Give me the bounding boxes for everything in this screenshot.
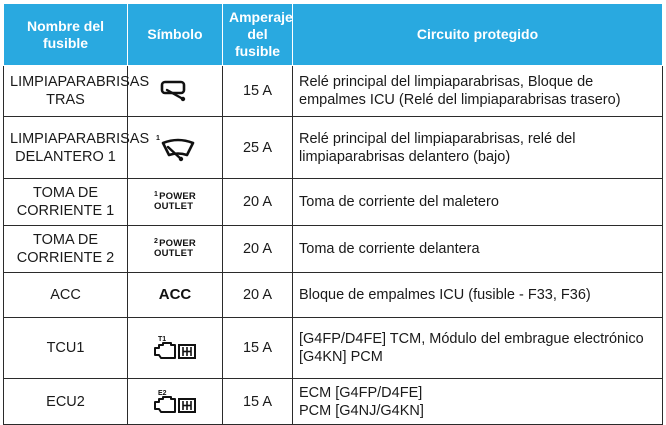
symbol-note: T1: [158, 336, 167, 343]
symbol-note: E2: [158, 389, 167, 397]
fuse-symbol: [128, 379, 223, 425]
fuse-amperage: 20 A: [223, 226, 293, 273]
circuit-line: PCM [G4NJ/G4KN]: [299, 402, 424, 419]
table-header-row: [4, 4, 663, 66]
header-fuse-name: Nombre del fusible: [4, 4, 128, 66]
fuse-name: ECU2: [4, 379, 128, 425]
fuse-name: TOMA DE CORRIENTE 1: [4, 179, 128, 226]
symbol-line2: OUTLET: [154, 248, 194, 259]
table-row: [4, 318, 663, 379]
fuse-name: TCU1: [4, 318, 128, 379]
symbol-note: 1: [156, 134, 160, 142]
table-row: [4, 66, 663, 117]
fuse-circuit: Relé principal del limpiaparabrisas, Bloque de empalmes ICU (Relé del limpiaparabrisas trasero): [293, 66, 663, 117]
table-row: [4, 179, 663, 226]
symbol-note: 1: [154, 191, 159, 198]
fuse-circuit: Relé principal del limpiaparabrisas, relé del limpiaparabrisas delantero (bajo): [293, 117, 663, 179]
power-outlet-symbol: [154, 190, 196, 212]
fuse-circuit: Bloque de empalmes ICU (fusible - F33, F36): [293, 273, 663, 318]
fuse-symbol: [128, 318, 223, 379]
fuse-name: LIMPIAPARABRISAS DELANTERO 1: [4, 117, 128, 179]
fuse-amperage: 25 A: [223, 117, 293, 179]
fuse-amperage: 20 A: [223, 179, 293, 226]
fuse-circuit: [293, 379, 663, 425]
front-wiper-icon: [154, 133, 196, 163]
table-row: [4, 379, 663, 425]
table-row: [4, 273, 663, 318]
engine-transmission-icon: [152, 388, 198, 416]
table-row: [4, 117, 663, 179]
fuse-symbol: [128, 226, 223, 273]
fuse-name: TOMA DE CORRIENTE 2: [4, 226, 128, 273]
fuse-symbol: [128, 273, 223, 318]
fuse-name: LIMPIAPARABRISAS TRAS: [4, 66, 128, 117]
symbol-note: 2: [154, 238, 159, 245]
power-outlet-symbol: [154, 237, 196, 259]
fuse-amperage: 15 A: [223, 318, 293, 379]
table-row: [4, 226, 663, 273]
rear-wiper-icon: [159, 78, 191, 104]
circuit-line: ECM [G4FP/D4FE]: [299, 384, 423, 401]
header-symbol: Símbolo: [128, 4, 223, 66]
fuse-symbol: [128, 117, 223, 179]
circuit-line: [G4KN] PCM: [299, 349, 383, 365]
fuse-amperage: 15 A: [223, 379, 293, 425]
fuse-amperage: 20 A: [223, 273, 293, 318]
fuse-circuit: [293, 318, 663, 379]
header-circuit: Circuito protegido: [293, 4, 663, 66]
circuit-line: [G4FP/D4FE] TCM, Módulo del embrague electrónico: [299, 331, 644, 347]
fuse-symbol: [128, 179, 223, 226]
engine-transmission-icon: [152, 334, 198, 362]
symbol-line2: OUTLET: [154, 201, 194, 212]
symbol-line1: POWER: [159, 191, 196, 202]
fuse-table: [3, 3, 663, 425]
header-amperage: Amperaje del fusible: [223, 4, 293, 66]
symbol-line1: POWER: [159, 238, 196, 249]
fuse-name: ACC: [4, 273, 128, 318]
acc-symbol: ACC: [158, 286, 192, 303]
fuse-circuit: Toma de corriente delantera: [293, 226, 663, 273]
fuse-amperage: 15 A: [223, 66, 293, 117]
fuse-circuit: Toma de corriente del maletero: [293, 179, 663, 226]
